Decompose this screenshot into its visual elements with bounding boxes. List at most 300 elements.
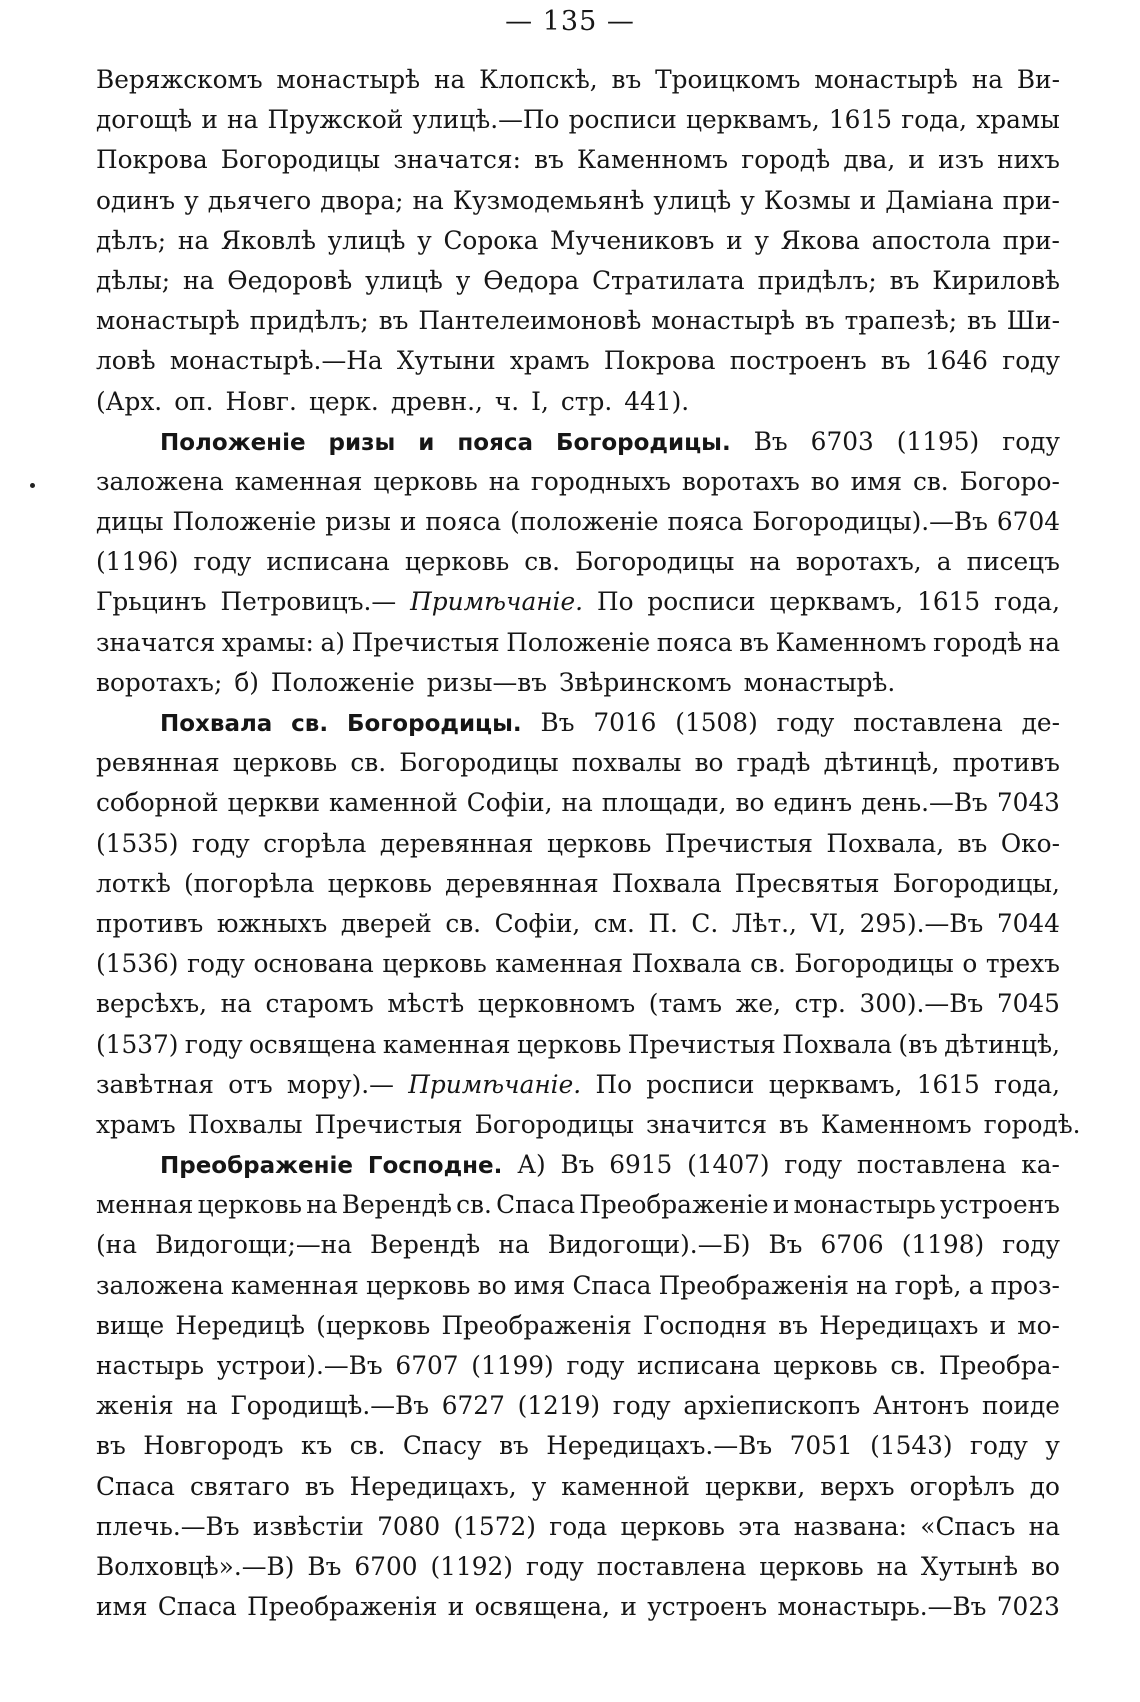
word: а	[936, 547, 952, 577]
text-line	[96, 1587, 1060, 1627]
section-heading-word: пояса	[457, 429, 534, 456]
section-heading-word: и	[418, 429, 435, 456]
word: Даміана	[885, 185, 994, 215]
word: до	[1029, 1471, 1060, 1501]
word: храмы	[976, 105, 1060, 135]
word: значится	[645, 1109, 767, 1139]
word: двора;	[320, 185, 404, 215]
word: Похвалы	[187, 1109, 303, 1139]
word: и	[772, 1190, 790, 1220]
word: воротахъ	[681, 466, 800, 496]
word: росписи	[647, 587, 756, 617]
word: на	[186, 1391, 218, 1421]
word: построенъ	[729, 346, 867, 376]
word: 441).	[624, 386, 690, 416]
word: Верендѣ	[370, 1230, 481, 1260]
word: церковь	[516, 1029, 622, 1059]
text-line	[96, 100, 1060, 140]
word: въ	[880, 346, 911, 376]
word: св.	[912, 466, 949, 496]
word: ризы	[325, 507, 391, 537]
word: Богородицы	[220, 145, 381, 175]
word: (въ	[898, 1029, 938, 1059]
word: у	[455, 265, 471, 295]
word: (1508)	[675, 708, 758, 737]
word: дверей	[340, 908, 432, 938]
word: св.	[445, 908, 482, 938]
word: Въ	[768, 1230, 803, 1260]
text-line	[96, 703, 1060, 743]
word: одинъ	[96, 185, 176, 215]
word: догощѣ	[96, 105, 193, 135]
word: на	[856, 1270, 888, 1300]
word: Ѳедоровѣ	[227, 265, 353, 295]
word: плечь.—Въ	[96, 1511, 240, 1541]
word: стр.	[560, 386, 613, 416]
word: верхъ	[820, 1471, 895, 1501]
word: (на	[96, 1230, 137, 1260]
word: основана	[253, 949, 374, 979]
word: храмъ	[96, 1109, 176, 1139]
body-text	[96, 60, 1081, 1627]
word: южныхъ	[216, 908, 328, 938]
word: (погорѣла	[184, 868, 315, 898]
word: два,	[843, 145, 896, 175]
word: и	[989, 1310, 1007, 1340]
page-number: — 135 —	[505, 6, 635, 37]
word: въ	[499, 1431, 529, 1461]
word: огорѣлъ	[909, 1471, 1015, 1501]
word: Спаса	[572, 1270, 652, 1300]
word: (1537)	[96, 1029, 179, 1059]
word: церквамъ,	[769, 587, 904, 617]
word: 1615	[916, 1069, 980, 1099]
word: освящена,	[474, 1592, 610, 1622]
word: Преобра-	[938, 1351, 1060, 1380]
word: Покрова	[96, 145, 208, 175]
text-line	[96, 1467, 1060, 1507]
word: Кузмодемьянѣ	[452, 185, 645, 215]
word: на	[876, 1551, 908, 1581]
word: значатся:	[393, 145, 521, 175]
word: менная	[96, 1190, 194, 1220]
word: году	[193, 547, 252, 577]
word: Господня	[642, 1310, 768, 1340]
word: VI,	[810, 908, 847, 938]
text-line	[96, 261, 1060, 301]
word: ловѣ	[96, 346, 156, 376]
text-line	[96, 382, 1060, 422]
word: церкви	[227, 788, 321, 818]
word: Преображеніе	[579, 1190, 769, 1220]
word: оп.	[174, 386, 214, 416]
text-line	[96, 1185, 1060, 1225]
word: улицѣ	[327, 225, 406, 255]
word: Ши-	[1006, 306, 1060, 336]
text-line	[96, 984, 1060, 1024]
word: церковь	[620, 1511, 725, 1541]
word: Звѣринскомъ	[558, 667, 732, 697]
word: Похвала	[782, 1029, 893, 1059]
word: Похвала,	[826, 828, 945, 858]
word: года,	[994, 1069, 1060, 1099]
section-heading-word: ризы	[328, 429, 396, 456]
word: Положеніе	[506, 627, 651, 657]
word: градѣ	[736, 748, 811, 778]
word: на	[749, 547, 781, 577]
word: имя	[850, 466, 903, 496]
word: устрои).—Въ	[216, 1351, 383, 1380]
word: святаго	[189, 1471, 290, 1501]
word: году	[1002, 346, 1060, 376]
word: каменной	[329, 788, 458, 818]
word: (положеніе	[510, 507, 659, 537]
word: Покрова	[603, 346, 716, 376]
text-line	[96, 663, 1060, 703]
word: св.	[349, 1431, 386, 1461]
word: 6700	[354, 1551, 418, 1581]
word: заложена	[96, 1270, 224, 1300]
word: Пружской	[267, 105, 404, 135]
word: противъ	[96, 908, 204, 938]
section-heading-word: Положеніе	[160, 429, 306, 456]
word: году	[184, 1029, 243, 1059]
text-line	[96, 743, 1060, 783]
word: 6703	[810, 426, 874, 456]
word: въ	[378, 306, 409, 336]
word: Каменномъ	[577, 145, 729, 175]
word: дѣтинцѣ,	[944, 1029, 1060, 1059]
word: пояса	[425, 507, 502, 537]
word: и	[620, 1592, 637, 1622]
word: деревянная	[445, 868, 599, 898]
text-line	[96, 1145, 1060, 1185]
word: (1535)	[96, 828, 179, 858]
word: каменная	[234, 466, 363, 496]
word: соборной	[96, 788, 219, 818]
word: Новг.	[225, 386, 297, 416]
word: Верендѣ	[341, 1190, 452, 1220]
word: году	[187, 949, 245, 979]
word: С.	[691, 908, 719, 938]
word: (1536)	[96, 949, 179, 979]
word: же,	[735, 989, 781, 1019]
word: 6727	[441, 1391, 505, 1421]
word: 1646	[924, 346, 988, 376]
word: Каменномъ	[775, 627, 927, 657]
word: Ви-	[1016, 65, 1060, 94]
word: Нередицахъ	[819, 1310, 979, 1340]
word: I,	[531, 386, 549, 416]
word: церквамъ,	[768, 1069, 903, 1099]
text-line	[96, 341, 1060, 381]
word: Пречистыя	[314, 1109, 463, 1139]
word: устроенъ	[939, 1190, 1060, 1220]
word: Антонъ	[872, 1391, 970, 1421]
word: городѣ	[933, 627, 1023, 657]
text-line	[96, 1507, 1060, 1547]
word: Нередицахъ,	[349, 1471, 517, 1501]
word: св.	[750, 949, 786, 979]
word: году	[525, 1551, 584, 1581]
word: Софіи,	[494, 908, 581, 938]
word: церковь	[327, 868, 432, 898]
word: 7051	[789, 1431, 853, 1461]
word: Грьцинъ	[96, 587, 207, 617]
text-line	[96, 824, 1060, 864]
word: б)	[234, 667, 259, 697]
word: въ	[778, 1310, 809, 1340]
text-line	[96, 1025, 1060, 1065]
word: архіепископъ	[683, 1391, 861, 1421]
word: (1199)	[471, 1351, 554, 1380]
word: (1195)	[896, 426, 980, 456]
word: (1543)	[870, 1431, 953, 1461]
word: Нередицахъ.—Въ	[546, 1431, 773, 1461]
word: древн.,	[390, 386, 483, 416]
word: трапезѣ;	[844, 306, 958, 336]
text-line	[96, 1266, 1060, 1306]
word: при-	[1002, 185, 1060, 215]
word: ч.	[494, 386, 520, 416]
word: Богородицы).—Въ	[752, 507, 988, 537]
text-line	[96, 944, 1060, 984]
word: Въ	[540, 708, 575, 737]
word: въ	[534, 145, 564, 175]
word: исписана	[266, 547, 390, 577]
word: (тамъ	[648, 989, 723, 1019]
word: Пресвятыя	[734, 868, 880, 898]
text-line	[96, 864, 1060, 904]
word: версѣхъ,	[96, 989, 207, 1019]
text-line	[96, 502, 1060, 542]
word: монастырѣ	[276, 65, 421, 94]
word: на	[1028, 627, 1060, 657]
word: при-	[1002, 225, 1060, 255]
word: Козмы	[763, 185, 851, 215]
word: противъ	[952, 748, 1060, 778]
word: церк.	[308, 386, 379, 416]
italic-word: Примѣчаніе.	[408, 1069, 582, 1099]
text-line	[96, 60, 1060, 100]
word: къ	[300, 1431, 333, 1461]
word: въ	[739, 627, 769, 657]
word: По	[595, 1069, 633, 1099]
word: придѣлъ;	[757, 265, 877, 295]
word: Волховцѣ».—В)	[96, 1551, 295, 1581]
word: П.	[648, 908, 678, 938]
word: Богоро-	[959, 466, 1060, 496]
word: похвалы	[571, 748, 682, 778]
word: ревянная	[96, 748, 220, 778]
word: каменная	[382, 1029, 511, 1059]
word: во	[810, 466, 840, 496]
word: Пречистыя	[627, 1029, 776, 1059]
word: у	[740, 185, 755, 215]
word: Лѣт.,	[731, 908, 797, 938]
word: Ѳедора	[483, 265, 580, 295]
word: см.	[593, 908, 635, 938]
word: мѣстѣ	[387, 989, 465, 1019]
word: на	[971, 65, 1004, 94]
word: (церковь	[316, 1310, 431, 1340]
word: Преображенія	[441, 1310, 632, 1340]
word: устроенъ	[647, 1592, 768, 1622]
section-heading-word: Богородицы.	[346, 711, 522, 737]
word: Преображенія	[658, 1270, 849, 1300]
word: на	[433, 65, 466, 94]
word: на	[561, 788, 593, 818]
word: (1192)	[430, 1551, 513, 1581]
word: на	[306, 1190, 338, 1220]
word: дѣлы;	[96, 265, 171, 295]
word: во	[1031, 1551, 1060, 1581]
word: Софіи,	[466, 788, 553, 818]
word: росписи	[646, 1069, 755, 1099]
word: у	[417, 225, 432, 255]
word: поставлена	[853, 708, 1003, 737]
text-line	[96, 623, 1060, 663]
word: 6706	[820, 1230, 884, 1260]
word: Петровицъ.—	[220, 587, 397, 617]
word: церковь	[366, 1270, 471, 1300]
text-line	[96, 221, 1060, 261]
word: въ	[304, 1471, 335, 1501]
word: писецъ	[966, 547, 1060, 577]
word: Богородицы	[794, 949, 954, 979]
word: дѣлъ;	[96, 225, 167, 255]
word: изъ	[938, 145, 984, 175]
word: Клопскѣ,	[479, 65, 598, 94]
word: имя	[96, 1592, 148, 1622]
word: апостола	[871, 225, 991, 255]
word: заложена	[96, 466, 224, 496]
word: каменная	[495, 949, 624, 979]
word: Пречистыя	[351, 627, 500, 657]
word: Въ	[753, 426, 788, 456]
word: придѣлъ;	[249, 306, 369, 336]
word: старомъ	[265, 989, 374, 1019]
word: стр.	[794, 989, 846, 1019]
word: мору).—	[286, 1069, 394, 1099]
text-line	[96, 542, 1060, 582]
word: св.	[890, 1351, 927, 1380]
text-line	[96, 1225, 1060, 1265]
section-heading-word: Господне.	[367, 1153, 503, 1180]
word: и	[726, 225, 743, 255]
word: настырь	[96, 1351, 205, 1380]
word: улицѣ.—По	[412, 105, 560, 135]
word: монастырѣ	[651, 306, 795, 336]
word: 7044	[996, 908, 1060, 938]
word: св.	[524, 547, 561, 577]
word: 1615	[917, 587, 981, 617]
word: каменная	[231, 1270, 359, 1300]
text-line	[96, 1346, 1060, 1386]
word: Хутынѣ	[920, 1551, 1019, 1581]
word: По	[596, 587, 634, 617]
word: въ	[611, 65, 642, 94]
section-heading-word: Богородицы.	[556, 429, 731, 456]
word: пояса	[667, 507, 744, 537]
word: церковь	[759, 1551, 864, 1581]
word: Кириловѣ	[932, 265, 1060, 295]
word: Похвала	[631, 949, 742, 979]
word: поставлена	[596, 1551, 747, 1581]
word: Похвала	[611, 868, 722, 898]
word: въ	[804, 306, 835, 336]
word: мо-	[1017, 1310, 1060, 1340]
word: женія	[96, 1391, 174, 1421]
text-line	[96, 301, 1060, 341]
word: монастырѣ	[96, 306, 240, 336]
word: трехъ	[985, 949, 1060, 979]
word: Нередицѣ	[175, 1310, 305, 1340]
word: 6707	[395, 1351, 459, 1380]
word: 300).—Въ	[859, 989, 984, 1019]
word: Спаса	[496, 1190, 576, 1220]
word: дьячего	[207, 185, 312, 215]
italic-word: Примѣчаніе.	[410, 587, 584, 617]
word: городѣ.	[983, 1109, 1081, 1139]
word: городѣ	[741, 145, 831, 175]
word: году	[776, 708, 835, 737]
word: году	[612, 1391, 671, 1421]
margin-mark	[30, 483, 35, 488]
word: росписи	[568, 105, 677, 135]
word: А)	[517, 1150, 546, 1180]
word: церковь	[197, 1190, 303, 1220]
word: Положеніе	[172, 507, 317, 537]
text-line	[96, 1547, 1060, 1587]
word: Пречистыя	[664, 828, 813, 858]
word: Хутыни	[396, 346, 496, 376]
word: Видогощи;—на	[155, 1230, 352, 1260]
word: на	[177, 225, 210, 255]
word: на	[488, 466, 520, 496]
word: Пантелеимоновѣ	[418, 306, 642, 336]
text-line	[96, 904, 1060, 944]
word: названа:	[793, 1511, 908, 1541]
word: и	[447, 1592, 465, 1622]
word: монастырѣ.	[743, 667, 896, 697]
word: извѣстіи	[252, 1511, 364, 1541]
word: году	[1002, 426, 1060, 456]
word: году	[1002, 1230, 1060, 1260]
word: «Спасъ	[920, 1511, 1016, 1541]
text-line	[96, 140, 1060, 180]
word: Въ	[307, 1551, 342, 1581]
word: у	[754, 225, 769, 255]
word: церквамъ,	[686, 105, 820, 135]
word: Каменномъ	[820, 1109, 972, 1139]
word: года,	[994, 587, 1060, 617]
word: у	[184, 185, 199, 215]
word: году	[566, 1351, 625, 1380]
word: въ	[778, 1109, 809, 1139]
word: на	[183, 265, 215, 295]
word: 6915	[609, 1150, 673, 1180]
word: (1407)	[687, 1150, 770, 1180]
word: Богородицы	[399, 748, 559, 778]
word: Сорока	[443, 225, 539, 255]
word: а)	[320, 627, 345, 657]
word: 6704	[996, 507, 1060, 537]
word: воротахъ,	[795, 547, 922, 577]
word: каменной	[561, 1471, 690, 1501]
word: монастырь.—Въ	[777, 1592, 987, 1622]
word: улицѣ	[653, 185, 732, 215]
